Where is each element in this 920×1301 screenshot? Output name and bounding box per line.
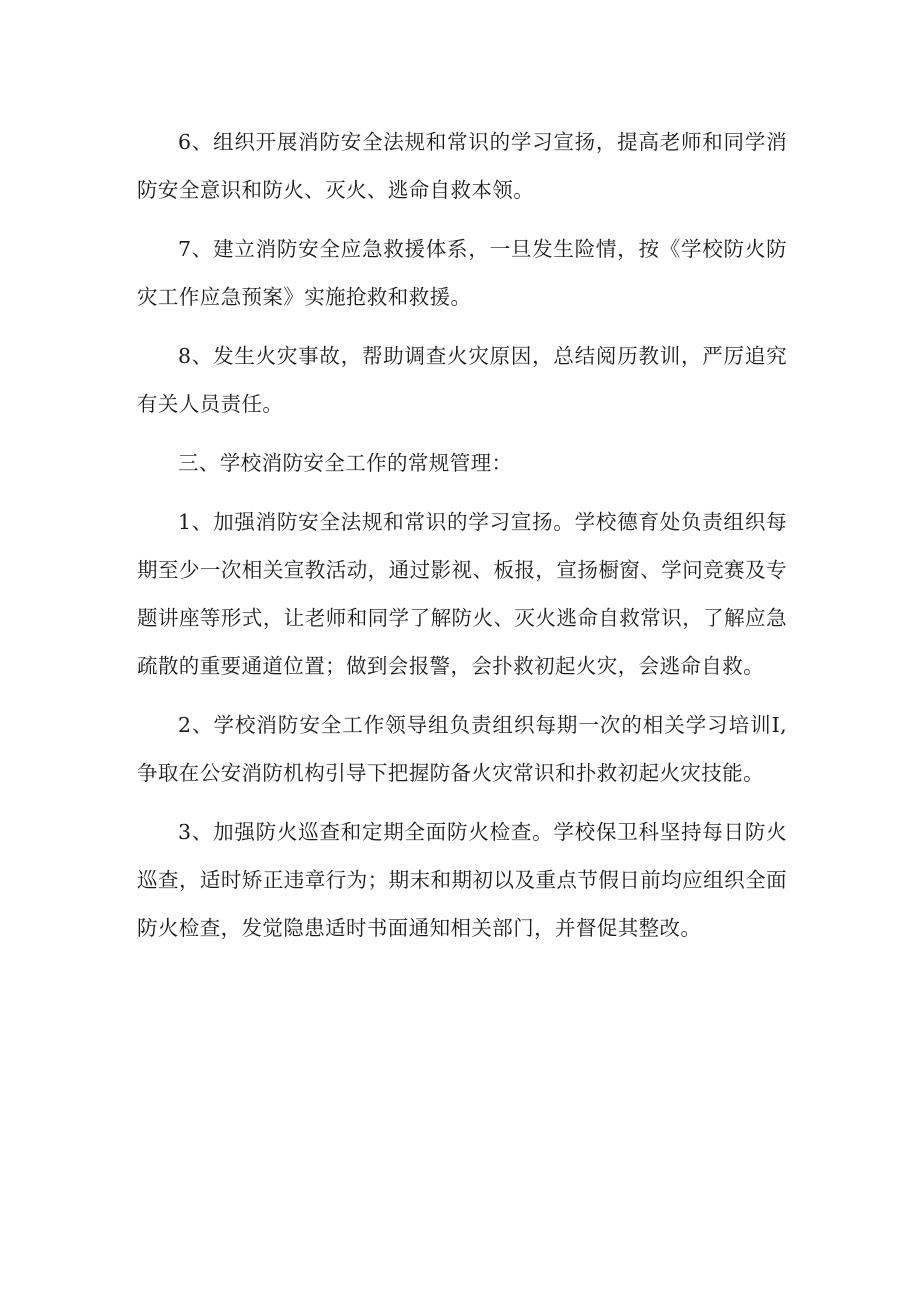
document-body xyxy=(137,118,787,963)
paragraph-item-7: 7、建立消防安全应急救援体系，一旦发生险情，按《学校防火防灾工作应急预案》实施抢救和救援。 xyxy=(137,237,787,309)
paragraph-item-6: 6、组织开展消防安全法规和常识的学习宣扬，提高老师和同学消防安全意识和防火、灭火、逃命自救本领。 xyxy=(137,130,787,202)
section-heading-3: 三、学校消防安全工作的常规管理： xyxy=(178,451,513,475)
paragraph-item-3: 3、加强防火巡查和定期全面防火检查。学校保卫科坚持每日防火巡查，适时矫正违章行为；期末和期初以及重点节假日前均应组织全面防火检查，发觉隐患适时书面通知相关部门，并督促其整改。 xyxy=(137,820,787,940)
paragraph-item-1: 1、加强消防安全法规和常识的学习宣扬。学校德育处负责组织每期至少一次相关宣教活动，通过影视、板报，宣扬橱窗、学问竞赛及专题讲座等形式，让老师和同学了解防火、灭火逃命自救常识，了解应急疏散的重要通道位置；做到会报警，会扑救初起火灾，会逃命自救。 xyxy=(137,510,787,678)
paragraph-item-2: 2、学校消防安全工作领导组负责组织每期一次的相关学习培训I,争取在公安消防机构引导下把握防备火灾常识和扑救初起火灾技能。 xyxy=(137,713,787,785)
paragraph-item-8: 8、发生火灾事故，帮助调查火灾原因，总结阅历教训，严厉追究有关人员责任。 xyxy=(137,344,787,416)
